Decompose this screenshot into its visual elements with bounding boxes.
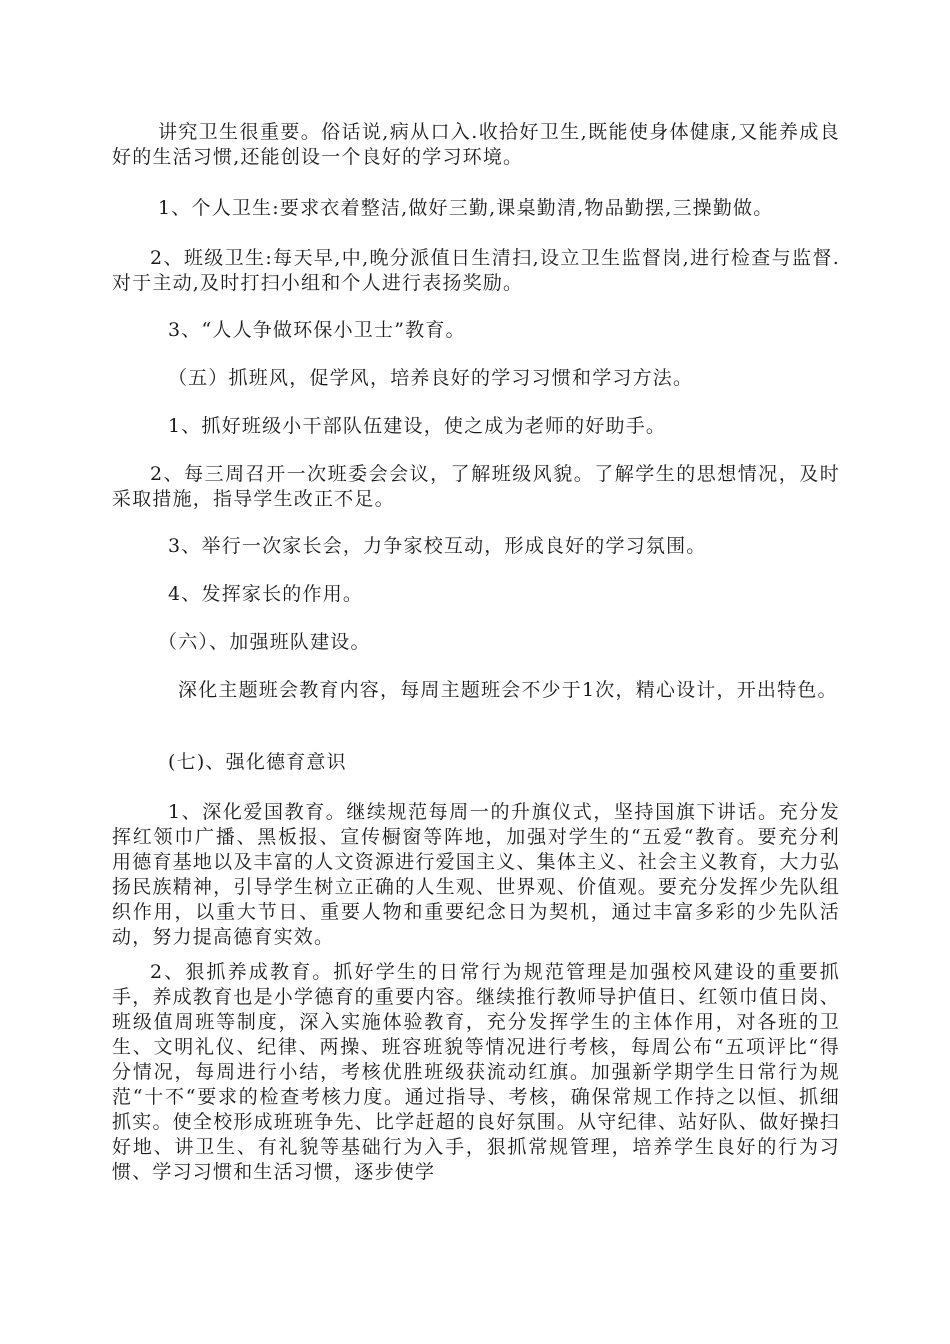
paragraph-class-meeting: 2、每三周召开一次班委会会议，了解班级风貌。了解学生的思想情况，及时采取措施，指导学生改正不足。	[112, 463, 840, 510]
paragraph-hygiene-intro: 讲究卫生很重要。俗话说,病从口入.收拾好卫生,既能使身体健康,又能养成良好的生活习惯,还能创设一个良好的学习环境。	[112, 121, 840, 168]
paragraph-class-hygiene: 2、班级卫生:每天早,中,晚分派值日生清扫,设立卫生监督岗,进行检查与监督.对于主动,及时打扫小组和个人进行表扬奖励。	[112, 247, 840, 294]
heading-section-five: （五）抓班风，促学风，培养良好的学习习惯和学习方法。	[168, 367, 694, 389]
paragraph-parent-meeting: 3、举行一次家长会，力争家校互动，形成良好的学习氛围。	[168, 535, 707, 557]
paragraph-habit-education: 2、狠抓养成教育。抓好学生的日常行为规范管理是加强校风建设的重要抓手，养成教育也是小学德育的重要内容。继续推行教师导护值日、红领巾值日岗、班级值周班等制度，深入实施体验教育，充分发挥学生的主体作用，对各班的卫生、文明礼仪、纪律、两操、班容班貌等情况进行考核，每周公布“五项评比“得分情况，每周进行小结，考核优胜班级获流动红旗。加强新学期学生日常行为规范“十不“要求的检查考核力度。通过指导、考核，确保常规工作持之以恒、抓细抓实。使全校形成班班争先、比学赶超的良好氛围。从守纪律、站好队、做好操扫好地、讲卫生、有礼貌等基础行为入手，狠抓常规管理，培养学生良好的行为习惯、学习习惯和生活习惯，逐步使学	[112, 961, 840, 1183]
paragraph-eco-guardian: 3、“人人争做环保小卫士”教育。	[168, 319, 466, 341]
heading-section-seven: (七)、强化德育意识	[168, 751, 347, 773]
paragraph-class-cadres: 1、抓好班级小干部队伍建设，使之成为老师的好助手。	[168, 415, 667, 437]
paragraph-personal-hygiene: 1、个人卫生:要求衣着整洁,做好三勤,课桌勤清,物品勤摆,三操勤做。	[158, 197, 774, 219]
paragraph-patriotic-education: 1、深化爱国教育。继续规范每周一的升旗仪式，坚持国旗下讲话。充分发挥红领巾广播、黑板报、宣传橱窗等阵地，加强对学生的“五爱“教育。要充分利用德育基地以及丰富的人文资源进行爱国主义、集体主义、社会主义教育，大力弘扬民族精神，引导学生树立正确的人生观、世界观、价值观。要充分发挥少先队组织作用，以重大节日、重要人物和重要纪念日为契机，通过丰富多彩的少先队活动，努力提高德育实效。	[112, 801, 840, 948]
paragraph-parent-role: 4、发挥家长的作用。	[168, 583, 364, 605]
heading-section-six: （六）、加强班队建设。	[158, 631, 371, 653]
paragraph-theme-meeting: 深化主题班会教育内容，每周主题班会不少于1次，精心设计，开出特色。	[178, 679, 838, 701]
